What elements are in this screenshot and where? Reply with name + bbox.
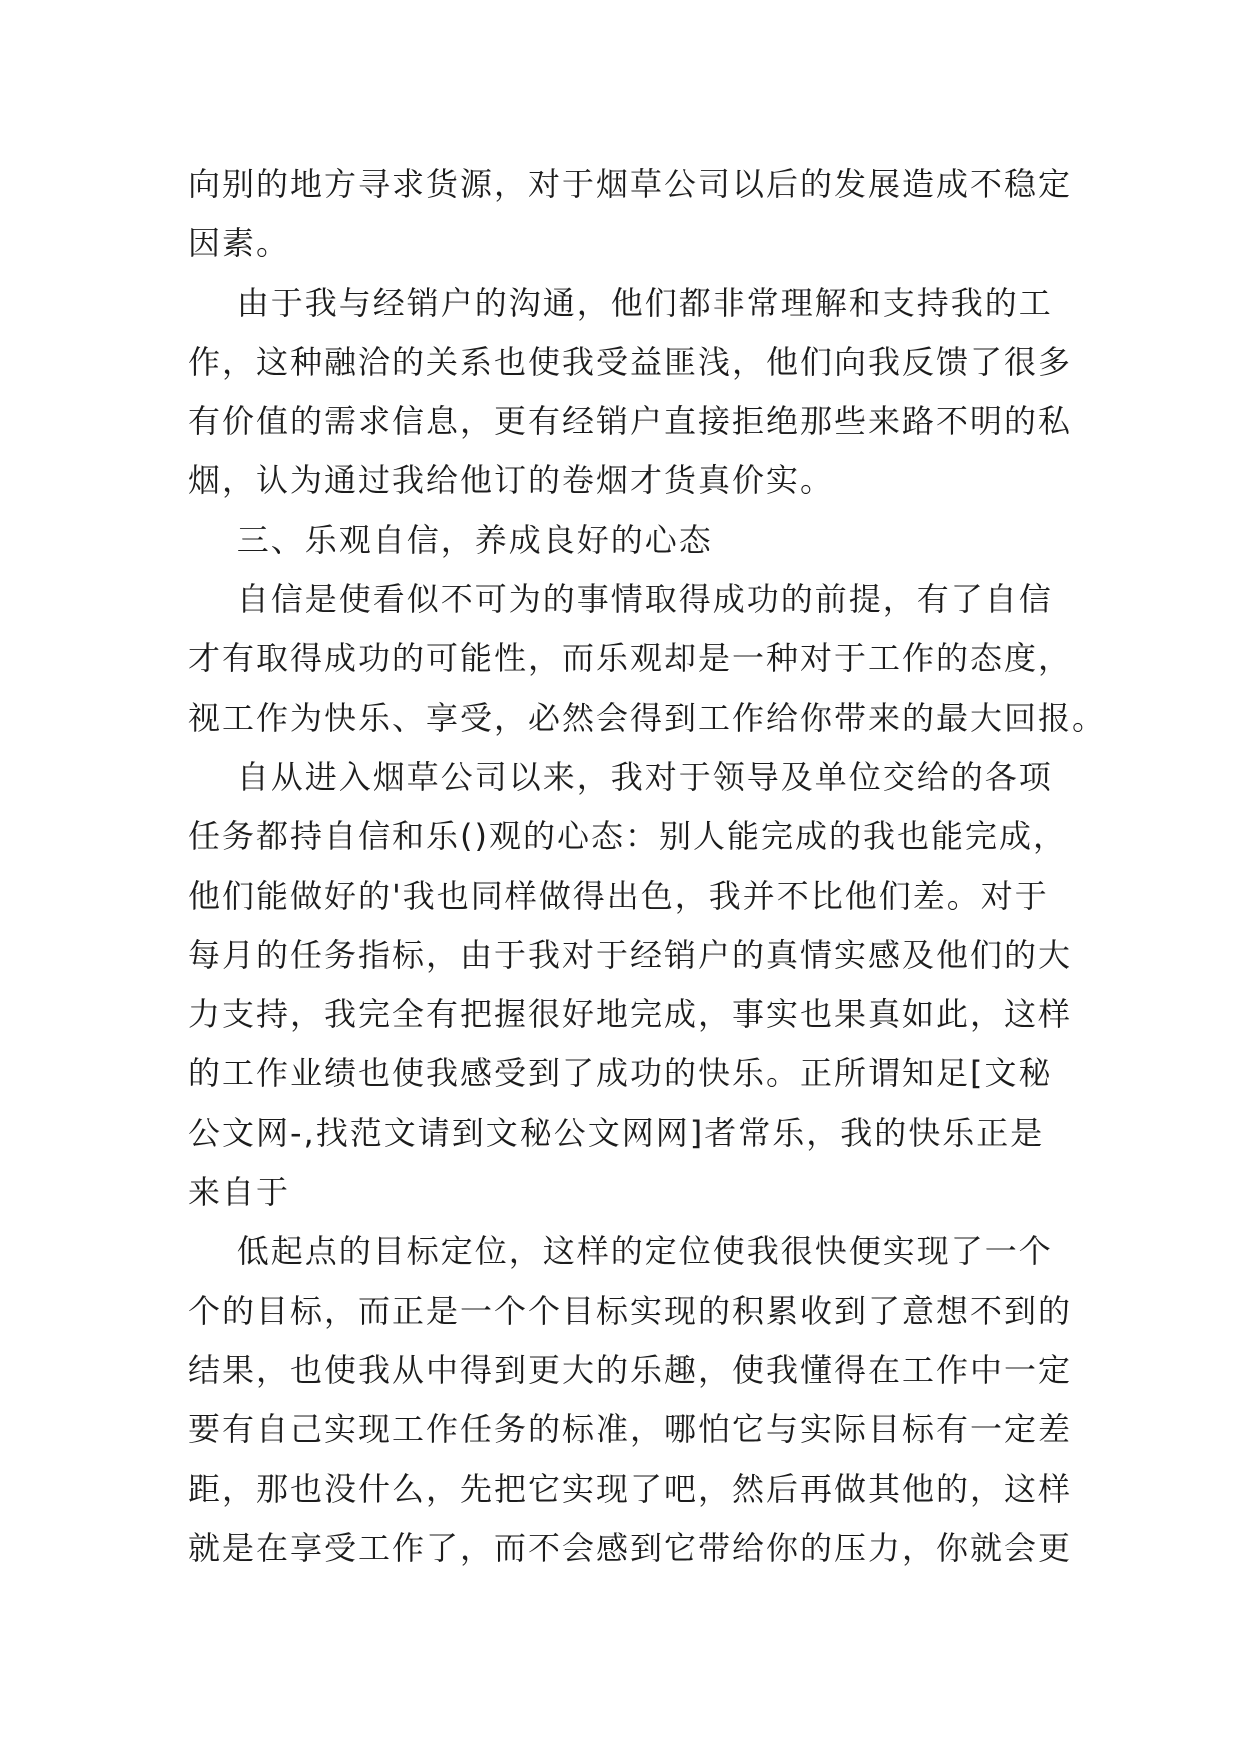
text-line: 因素。 — [188, 224, 291, 263]
text-line: 低起点的目标定位，这样的定位使我很快便实现了一个 — [188, 1232, 1053, 1271]
text-line: 向别的地方寻求货源，对于烟草公司以后的发展造成不稳定 — [188, 165, 1073, 203]
text-line: 来自于 — [188, 1173, 291, 1212]
text-line: 个的目标，而正是一个个目标实现的积累收到了意想不到的 — [188, 1291, 1073, 1330]
section-heading: 三、乐观自信，养成良好的心态 — [188, 520, 713, 559]
text-line: 公文网-,找范文请到文秘公文网网]者常乐，我的快乐正是 — [188, 1113, 1045, 1152]
text-line: 作，这种融洽的关系也使我受益匪浅，他们向我反馈了很多 — [188, 342, 1073, 381]
text-line: 力支持，我完全有把握很好地完成，事实也果真如此，这样 — [188, 995, 1073, 1034]
text-line: 才有取得成功的可能性，而乐观却是一种对于工作的态度， — [188, 639, 1073, 678]
text-line: 视工作为快乐、享受，必然会得到工作给你带来的最大回报。 — [188, 698, 1107, 737]
text-line: 由于我与经销户的沟通，他们都非常理解和支持我的工 — [188, 283, 1053, 322]
text-line: 任务都持自信和乐()观的心态：别人能完成的我也能完成， — [188, 817, 1067, 856]
document-body — [188, 155, 1107, 1578]
text-line: 每月的任务指标，由于我对于经销户的真情实感及他们的大 — [188, 935, 1073, 974]
text-line: 结果，也使我从中得到更大的乐趣，使我懂得在工作中一定 — [188, 1350, 1073, 1389]
text-line: 烟，认为通过我给他订的卷烟才货真价实。 — [188, 461, 835, 500]
text-line: 就是在享受工作了，而不会感到它带给你的压力，你就会更 — [188, 1528, 1073, 1567]
text-line: 距，那也没什么，先把它实现了吧，然后再做其他的，这样 — [188, 1469, 1073, 1508]
text-line: 要有自己实现工作任务的标准，哪怕它与实际目标有一定差 — [188, 1410, 1073, 1449]
text-line: 自信是使看似不可为的事情取得成功的前提，有了自信 — [188, 580, 1053, 619]
text-line: 他们能做好的'我也同样做得出色，我并不比他们差。对于 — [188, 876, 1049, 915]
text-line: 自从进入烟草公司以来，我对于领导及单位交给的各项 — [188, 757, 1053, 796]
text-line: 有价值的需求信息，更有经销户直接拒绝那些来路不明的私 — [188, 402, 1073, 441]
text-line: 的工作业绩也使我感受到了成功的快乐。正所谓知足[文秘 — [188, 1054, 1053, 1093]
